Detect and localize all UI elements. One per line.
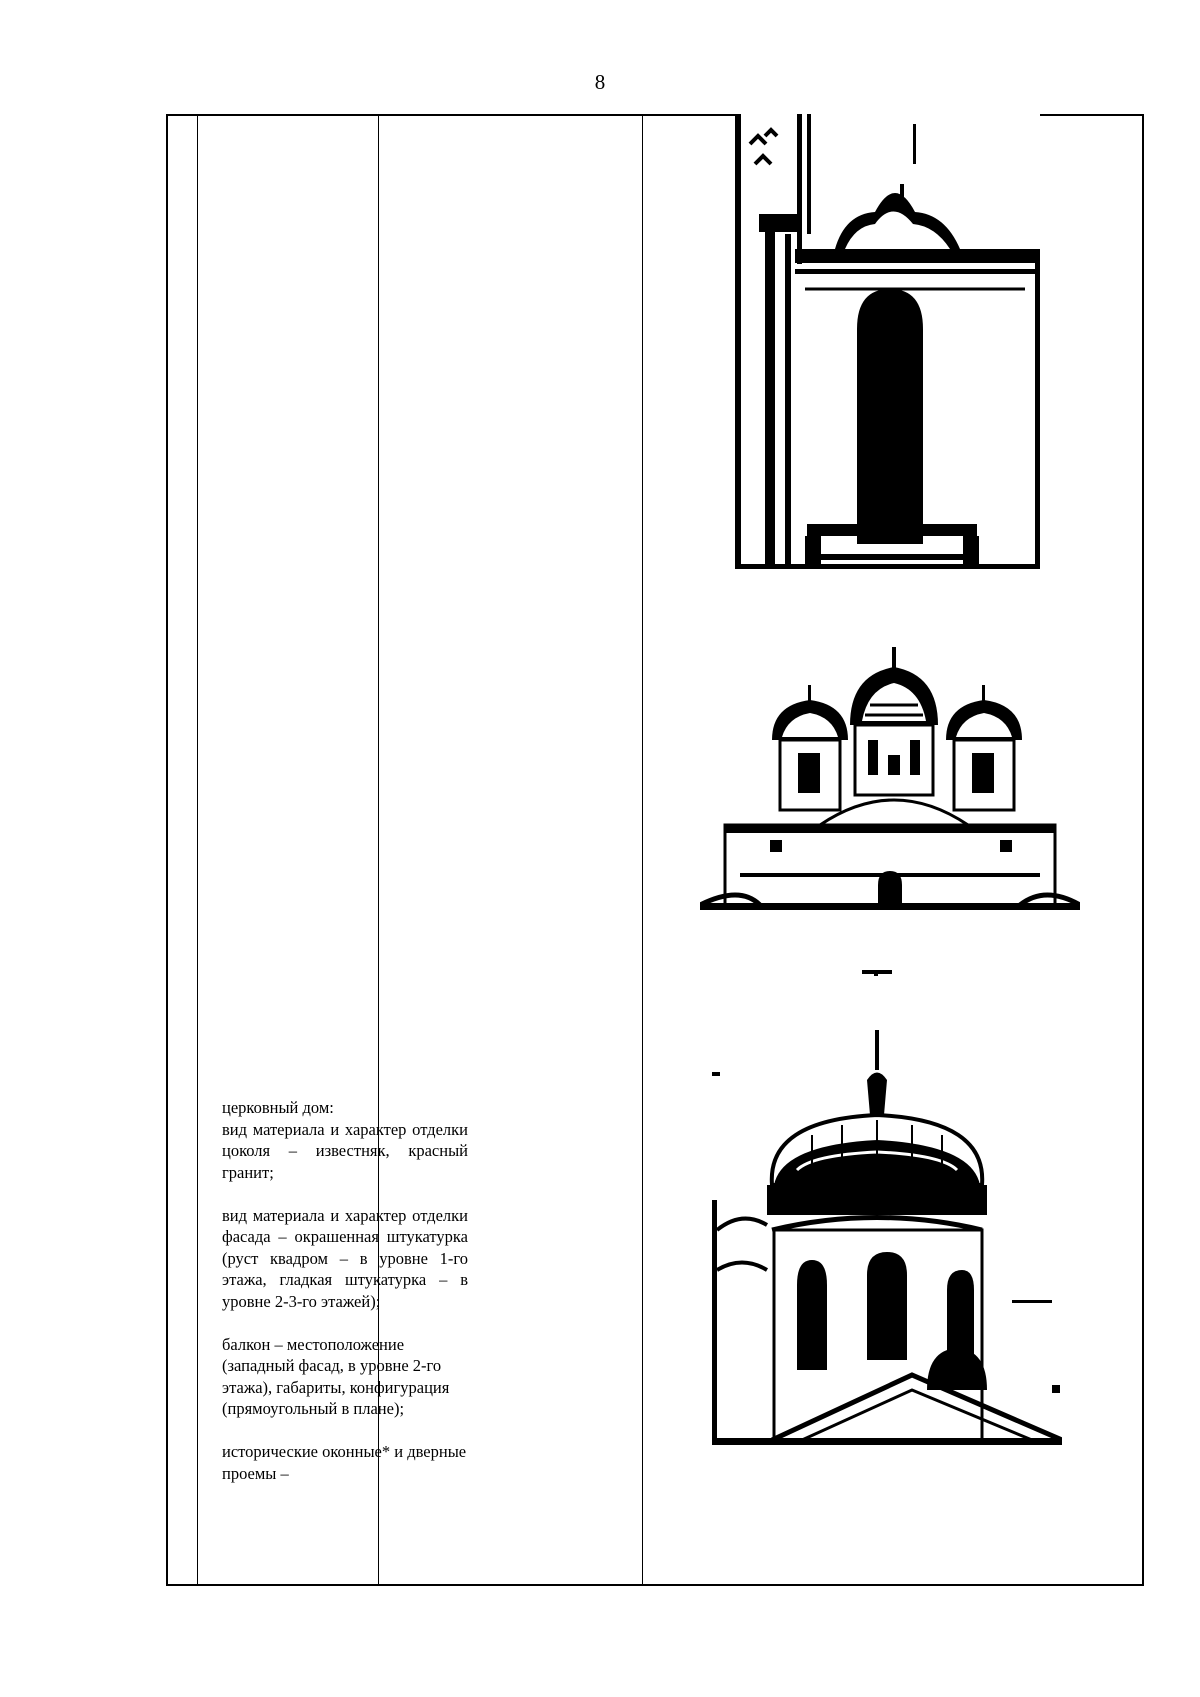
description-paragraph: балкон – местоположение (западный фасад, в уровне 2-го этажа), габариты, конфигурация (прямоугольный в плане);: [222, 1334, 450, 1418]
column-divider: [642, 116, 643, 1584]
photo-church-domes: [700, 645, 1080, 925]
description-cell: [222, 1097, 468, 1506]
description-paragraph: исторические оконные* и дверные проемы –: [222, 1442, 467, 1483]
description-paragraph: вид материала и характер отделки фасада – окрашенная штукатурка (руст квадром – в уровне 1-го этажа, гладкая штукатурка – в уровне 2-3-го этажей);: [222, 1205, 468, 1311]
photo-onion-dome: [712, 970, 1062, 1445]
column-divider: [197, 116, 198, 1584]
page-number: 8: [594, 70, 606, 94]
description-paragraph: вид материала и характер отделки цоколя – известняк, красный гранит;: [222, 1119, 468, 1182]
description-heading: церковный дом:: [222, 1098, 334, 1117]
photo-bell-tower-window: [735, 114, 1040, 569]
